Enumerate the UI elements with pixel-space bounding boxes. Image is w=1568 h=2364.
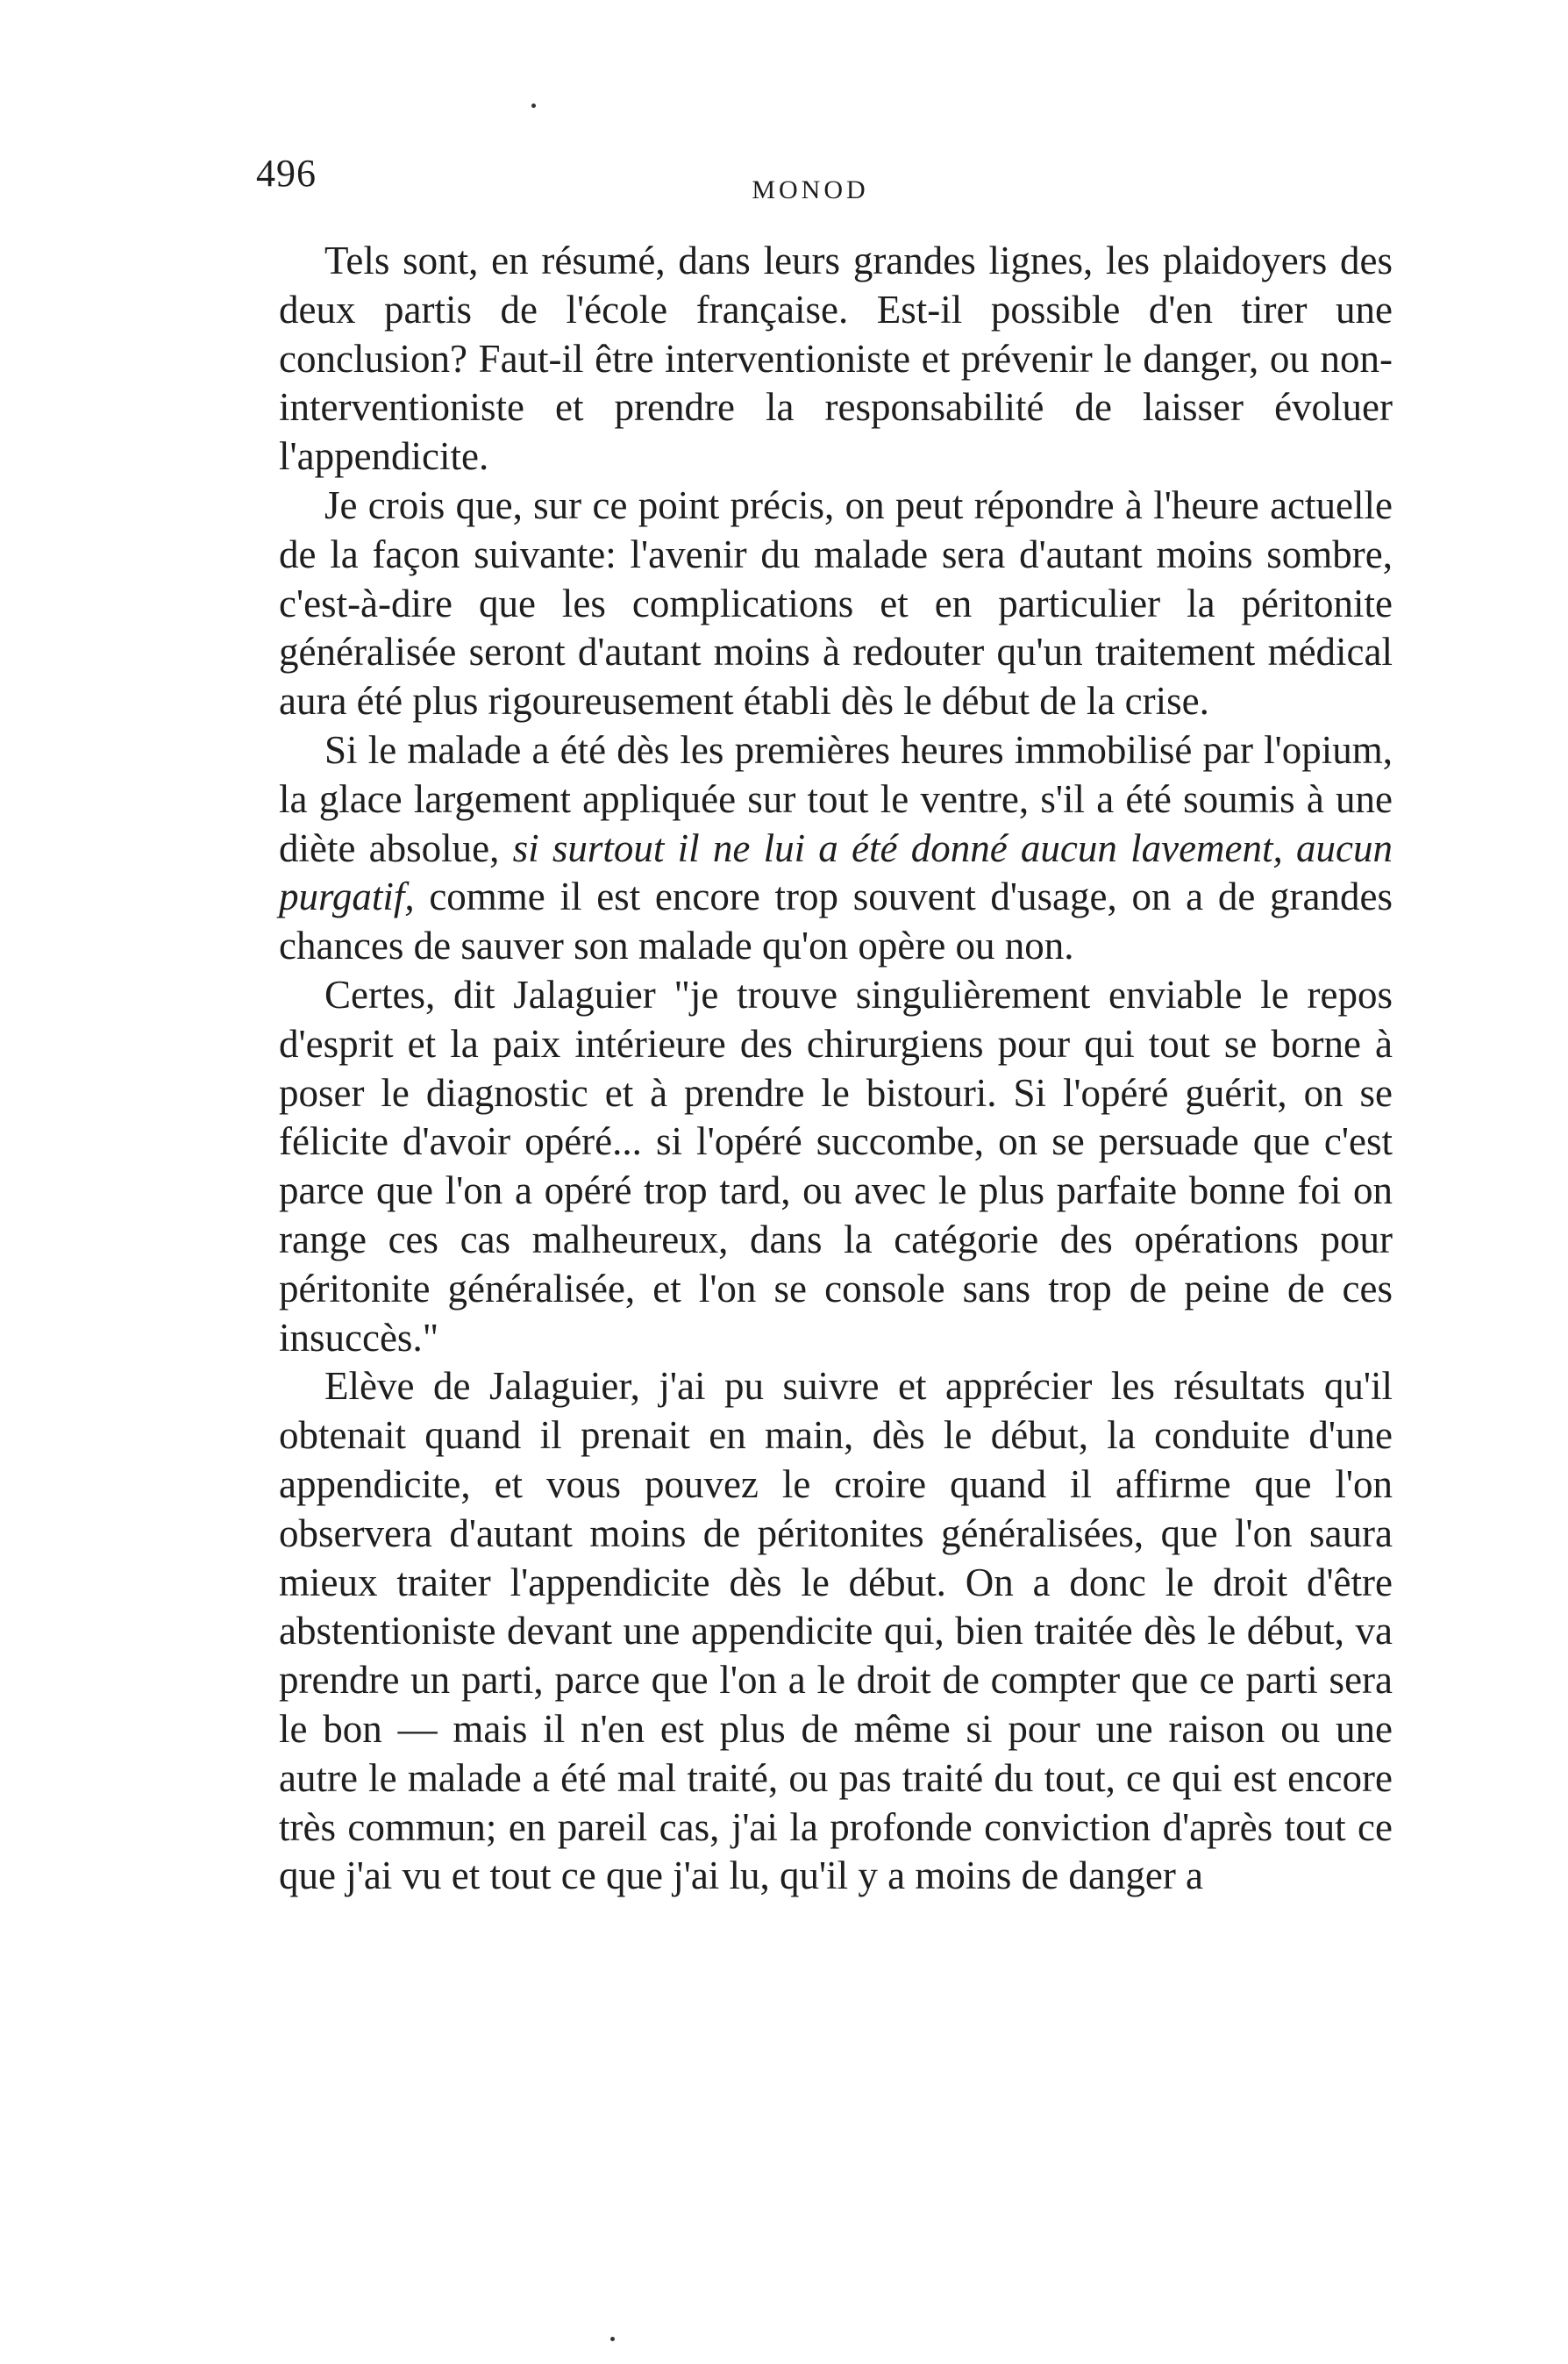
paragraph-3-text-before: Si le malade a été dès les premières heures immobilisé par l'opium, la glace largement appliquée sur tout le ventre, s'il a été soumis à une diète absolue, — [279, 727, 1393, 870]
paragraph-1: Tels sont, en résumé, dans leurs grandes lignes, les plaidoyers des deux partis de l'école française. Est-il possible d'en tirer une conclusion? Faut-il être interventioniste et prévenir le danger, ou non-interventioniste et prendre la responsabilité de laisser évoluer l'appendicite. — [279, 239, 1393, 479]
paragraph-2: Je crois que, sur ce point précis, on peut répondre à l'heure actuelle de la façon suivante: l'avenir du malade sera d'autant moins sombre, c'est-à-dire que les complications et en particulier la péritonite généralisée seront d'autant moins à redouter qu'un traitement médical aura été plus rigoureusement établi dès le début de la crise. — [279, 482, 1393, 724]
paragraph-3 — [279, 726, 1393, 971]
paragraph-3-italic: si surtout il ne lui a été donné aucun lavement, aucun purgatif, — [279, 825, 1393, 919]
paragraph-3-text-after: comme il est encore trop souvent d'usage, on a de grandes chances de sauver son malade qu'on opère ou non. — [279, 875, 1393, 968]
paragraph-4: Certes, dit Jalaguier "je trouve singulièrement enviable le repos d'esprit et la paix intérieure des chirurgiens pour qui tout se borne à poser le diagnostic et à prendre le bistouri. Si l'opéré guérit, on se félicite d'avoir opéré... si l'opéré succombe, on se persuade que c'est parce que l'on a opéré trop tard, ou avec le plus parfaite bonne foi on range ces cas malheureux, dans la catégorie des opérations pour péritonite généralisée, et l'on se console sans trop de peine de ces insuccès." — [279, 972, 1393, 1360]
page-number: 496 — [256, 152, 317, 195]
paragraph-5: Elève de Jalaguier, j'ai pu suivre et apprécier les résultats qu'il obtenait quand il prenait en main, dès le début, la conduite d'une appendicite, et vous pouvez le croire quand il affirme que l'on observera d'autant moins de péritonites généralisées, que l'on saura mieux traiter l'appendicite dès le début. On a donc le droit d'être abstentioniste devant une appendicite qui, bien traitée dès le début, va prendre un parti, parce que l'on a le droit de compter que ce parti sera le bon — mais il n'en est plus de même si pour une raison ou une autre le malade a été mal traité, ou pas traité du tout, ce qui est encore très commun; en pareil cas, j'ai la profonde conviction d'après tout ce que j'ai vu et tout ce que j'ai lu, qu'il y a moins de danger a — [279, 1364, 1393, 1898]
body-text — [279, 237, 1393, 1901]
print-speck — [610, 2337, 615, 2341]
print-speck — [531, 104, 536, 108]
running-head: MONOD — [752, 175, 869, 204]
